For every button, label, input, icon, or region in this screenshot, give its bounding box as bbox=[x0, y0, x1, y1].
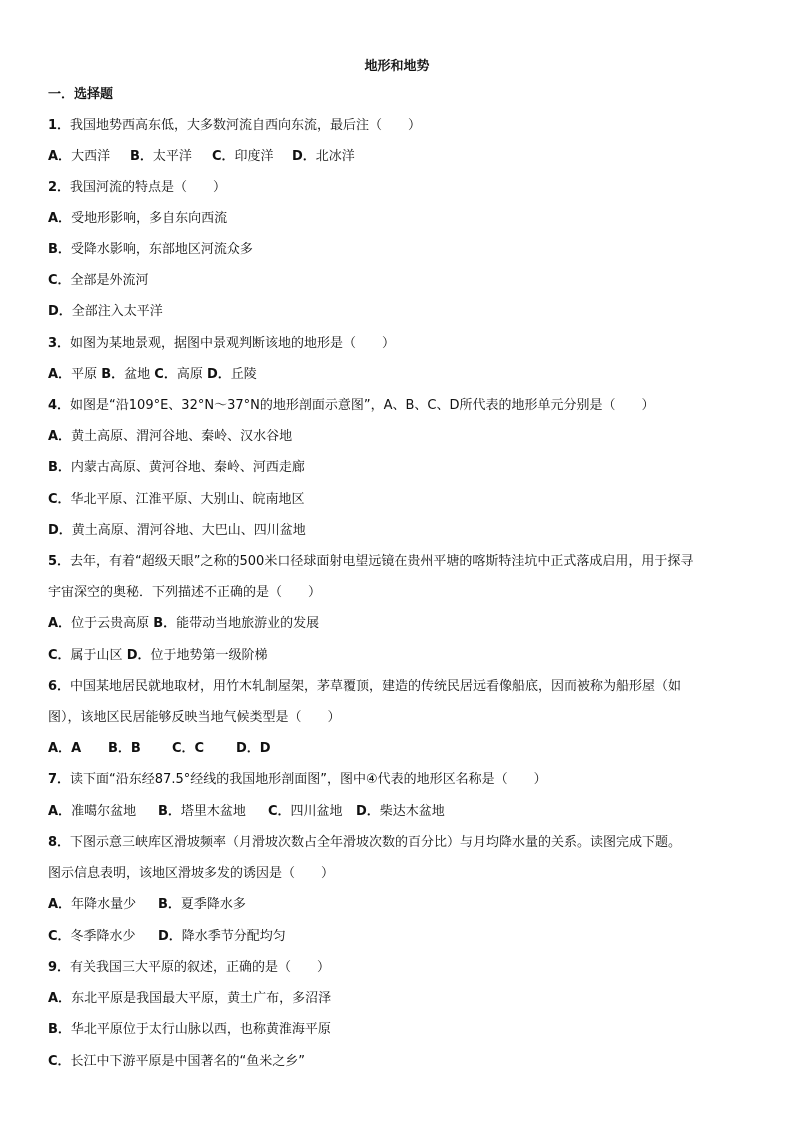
question-7 bbox=[48, 771, 758, 789]
question-6-continued: 图），该地区民居能够反映当地气候类型是（ ） bbox=[48, 710, 341, 725]
option-b: B．华北平原位于太行山脉以西，也称黄淮海平原 bbox=[48, 1022, 331, 1037]
question-6-options bbox=[48, 740, 758, 758]
question-5-continued: 宇宙深空的奥秘．下列描述不正确的是（ ） bbox=[48, 585, 322, 600]
question-number: 4． bbox=[48, 398, 71, 413]
question-number: 3． bbox=[48, 336, 71, 351]
question-8-options-row-2 bbox=[48, 928, 758, 946]
option-b: B．塔里木盆地 bbox=[158, 804, 246, 819]
option-a: A．东北平原是我国最大平原，黄土广布，多沼泽 bbox=[48, 991, 332, 1006]
option-c: C．高原 bbox=[154, 367, 203, 382]
option-a: A．大西洋 bbox=[48, 149, 111, 164]
option-c: C．全部是外流河 bbox=[48, 273, 149, 288]
option-d: D．北冰洋 bbox=[292, 149, 355, 164]
question-number: 6． bbox=[48, 679, 71, 694]
question-stem: 我国地势西高东低，大多数河流自西向东流，最后注（ ） bbox=[70, 118, 422, 133]
question-number: 8． bbox=[48, 835, 71, 850]
question-stem: 去年，有着“超级天眼”之称的500米口径球面射电望远镜在贵州平塘的喀斯特洼坑中正式落成启用，用于探寻 bbox=[70, 554, 694, 569]
question-stem: 中国某地居民就地取材，用竹木轧制屋架，茅草覆顶，建造的传统民居远看像船底，因而被称为船形屋（如 bbox=[70, 679, 682, 694]
option-c: C．印度洋 bbox=[212, 149, 274, 164]
question-4 bbox=[48, 397, 758, 415]
option-b: B．受降水影响，东部地区河流众多 bbox=[48, 242, 253, 257]
question-stem: 如图是“沿109°E、32°N～37°N的地形剖面示意图”，A、B、C、D所代表的地形单元分别是（ ） bbox=[70, 398, 655, 413]
question-stem: 如图为某地景观，据图中景观判断该地的地形是（ ） bbox=[70, 336, 396, 351]
question-9 bbox=[48, 959, 758, 977]
option-d: D．柴达木盆地 bbox=[356, 804, 445, 819]
option-a: A．受地形影响，多自东向西流 bbox=[48, 211, 228, 226]
option-c: C．四川盆地 bbox=[268, 804, 343, 819]
question-number: 7． bbox=[48, 772, 71, 787]
option-a: A．年降水量少 bbox=[48, 897, 137, 912]
option-b: B．内蒙古高原、黄河谷地、秦岭、河西走廊 bbox=[48, 460, 305, 475]
option-b: B．盆地 bbox=[101, 367, 151, 382]
question-1-options bbox=[48, 148, 758, 166]
question-6 bbox=[48, 678, 758, 696]
question-number: 5． bbox=[48, 554, 71, 569]
question-3-options bbox=[48, 366, 758, 384]
option-d: D．位于地势第一级阶梯 bbox=[126, 648, 268, 663]
option-b: B．夏季降水多 bbox=[158, 897, 246, 912]
question-number: 9． bbox=[48, 960, 71, 975]
option-c: C．华北平原、江淮平原、大别山、皖南地区 bbox=[48, 492, 305, 507]
question-5 bbox=[48, 553, 758, 571]
option-d: D．全部注入太平洋 bbox=[48, 304, 163, 319]
question-stem: 有关我国三大平原的叙述，正确的是（ ） bbox=[70, 960, 331, 975]
question-number: 2． bbox=[48, 180, 71, 195]
option-d: D．D bbox=[236, 741, 271, 756]
option-d: D．丘陵 bbox=[207, 367, 257, 382]
section-heading: 一．选择题 bbox=[48, 87, 114, 102]
option-c: C．C bbox=[172, 741, 205, 756]
option-a: A．黄土高原、渭河谷地、秦岭、汉水谷地 bbox=[48, 429, 293, 444]
option-c: C．属于山区 bbox=[48, 648, 123, 663]
question-7-options bbox=[48, 803, 758, 821]
question-1 bbox=[48, 117, 758, 135]
option-c: C．冬季降水少 bbox=[48, 929, 136, 944]
question-stem: 下图示意三峡库区滑坡频率（月滑坡次数占全年滑坡次数的百分比）与月均降水量的关系。读图完成下题。 bbox=[70, 835, 682, 850]
question-number: 1． bbox=[48, 118, 71, 133]
question-5-options-row-2 bbox=[48, 647, 758, 665]
question-stem: 我国河流的特点是（ ） bbox=[70, 180, 227, 195]
option-a: A．准噶尔盆地 bbox=[48, 804, 137, 819]
option-b: B．能带动当地旅游业的发展 bbox=[153, 616, 320, 631]
question-5-options-row-1 bbox=[48, 615, 758, 633]
option-a: A．平原 bbox=[48, 367, 98, 382]
option-c: C．长江中下游平原是中国著名的“鱼米之乡” bbox=[48, 1054, 306, 1069]
question-3 bbox=[48, 335, 758, 353]
option-a: A．A bbox=[48, 741, 82, 756]
option-b: B．太平洋 bbox=[130, 149, 192, 164]
question-8 bbox=[48, 834, 758, 852]
option-b: B．B bbox=[108, 741, 141, 756]
option-a: A．位于云贵高原 bbox=[48, 616, 150, 631]
question-8-options-row-1 bbox=[48, 896, 758, 914]
page-title: 地形和地势 bbox=[364, 59, 430, 74]
question-8-continued: 图示信息表明，该地区滑坡多发的诱因是（ ） bbox=[48, 866, 335, 881]
question-2 bbox=[48, 179, 758, 197]
option-d: D．降水季节分配均匀 bbox=[158, 929, 286, 944]
option-d: D．黄土高原、渭河谷地、大巴山、四川盆地 bbox=[48, 523, 306, 538]
question-stem: 读下面“沿东经87.5°经线的我国地形剖面图”，图中④代表的地形区名称是（ ） bbox=[70, 772, 547, 787]
